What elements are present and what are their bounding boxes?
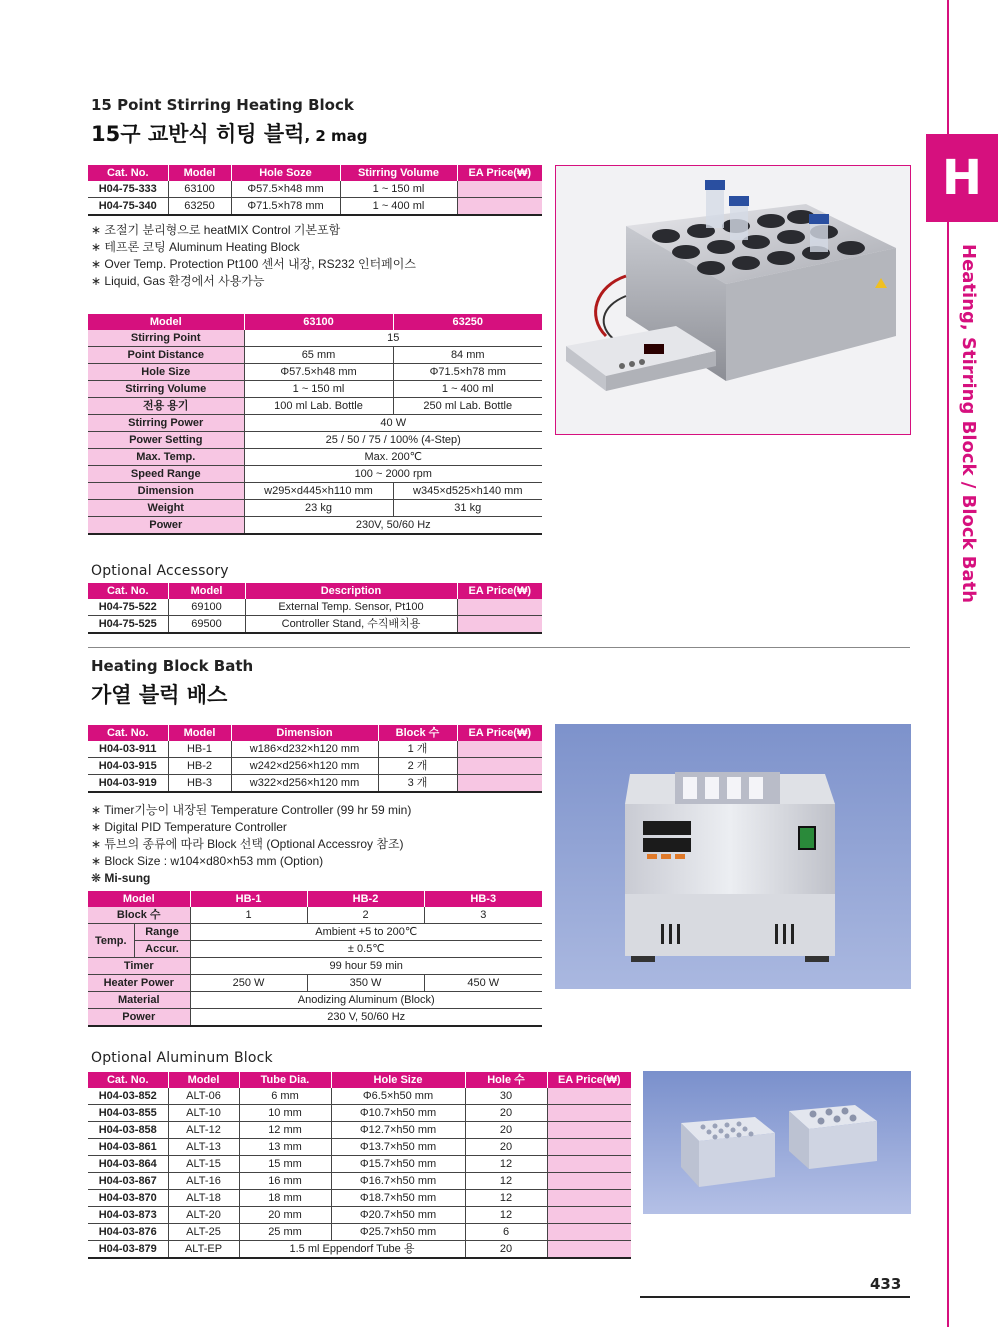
col-model: Model	[168, 583, 245, 599]
hole-count-cell: 6	[465, 1224, 547, 1241]
cat-no-cell: H04-03-858	[88, 1122, 168, 1139]
col-cat-no: Cat. No.	[88, 583, 168, 599]
note-item: ∗ Timer기능이 내장된 Temperature Controller (99 hr 59 min)	[91, 803, 412, 817]
model-cell: 63100	[168, 181, 231, 198]
table-row	[88, 958, 542, 975]
note-item: ∗ 튜브의 종류에 따라 Block 선택 (Optional Accessroy 참조)	[91, 837, 404, 851]
block-count-cell: 2 개	[378, 758, 457, 775]
spec-sublabel: Range	[134, 924, 190, 941]
table-row	[88, 500, 542, 517]
col-model: Model	[88, 891, 190, 907]
dimension-cell: w242×d256×h120 mm	[231, 758, 378, 775]
spec-value: 100 ~ 2000 rpm	[244, 466, 542, 483]
note-item: ∗ Liquid, Gas 환경에서 사용가능	[91, 274, 265, 288]
table-row	[88, 1207, 631, 1224]
hole-count-cell: 20	[465, 1139, 547, 1156]
table-header-row	[88, 1072, 631, 1088]
table-row	[88, 907, 542, 924]
spec-value: w295×d445×h110 mm	[244, 483, 393, 500]
price-cell	[457, 181, 542, 198]
block-bath-image	[555, 724, 911, 989]
col-cat-no: Cat. No.	[88, 1072, 168, 1088]
hole-count-cell: 12	[465, 1207, 547, 1224]
spec-value: 1 ~ 400 ml	[393, 381, 542, 398]
spec-value: 3	[424, 907, 542, 924]
cat-no-cell: H04-03-873	[88, 1207, 168, 1224]
table-row	[88, 415, 542, 432]
cat-no-cell: H04-75-340	[88, 198, 168, 216]
page-number: 433	[870, 1275, 902, 1293]
table-header-row	[88, 891, 542, 907]
col-stirring-volume: Stirring Volume	[340, 165, 457, 181]
table-row	[88, 347, 542, 364]
table-row	[88, 432, 542, 449]
col-ea-price: EA Price(₩)	[457, 165, 542, 181]
aluminum-block-table	[88, 1072, 631, 1259]
dimension-cell: w186×d232×h120 mm	[231, 741, 378, 758]
col-hb2: HB-2	[307, 891, 424, 907]
cat-no-cell: H04-03-852	[88, 1088, 168, 1105]
table-row	[88, 449, 542, 466]
cat-no-cell: H04-03-861	[88, 1139, 168, 1156]
spec-value: 2	[307, 907, 424, 924]
model-cell: ALT-EP	[168, 1241, 239, 1259]
spec-value: Max. 200℃	[244, 449, 542, 466]
spec-sublabel: Accur.	[134, 941, 190, 958]
footer-rule	[640, 1296, 910, 1298]
cat-no-cell: H04-03-864	[88, 1156, 168, 1173]
price-cell	[457, 599, 542, 616]
model-cell: ALT-25	[168, 1224, 239, 1241]
spec-value: 84 mm	[393, 347, 542, 364]
col-block-count: Block 수	[378, 725, 457, 741]
table-header-row	[88, 314, 542, 330]
spec-label: Speed Range	[88, 466, 244, 483]
table-row	[88, 1105, 631, 1122]
aluminum-block-title: Optional Aluminum Block	[91, 1050, 273, 1066]
table-row	[88, 758, 542, 775]
table-row	[88, 1122, 631, 1139]
cat-no-cell: H04-03-879	[88, 1241, 168, 1259]
cat-no-cell: H04-03-919	[88, 775, 168, 793]
price-cell	[457, 198, 542, 216]
spec-value: 40 W	[244, 415, 542, 432]
model-cell: ALT-10	[168, 1105, 239, 1122]
spec-value: Anodizing Aluminum (Block)	[190, 992, 542, 1009]
table-row	[88, 1009, 542, 1027]
spec-value: 450 W	[424, 975, 542, 992]
price-cell	[457, 775, 542, 793]
section2-title-en: Heating Block Bath	[91, 657, 254, 675]
price-cell	[547, 1122, 631, 1139]
price-cell	[547, 1088, 631, 1105]
col-model: Model	[88, 314, 244, 330]
hole-size-cell: Φ12.7×h50 mm	[331, 1122, 465, 1139]
table-row	[88, 1241, 631, 1259]
price-cell	[547, 1190, 631, 1207]
price-cell	[547, 1224, 631, 1241]
tube-dia-cell: 16 mm	[239, 1173, 331, 1190]
model-cell: 63250	[168, 198, 231, 216]
note-item: ∗ 조절기 분리형으로 heatMIX Control 기본포함	[91, 223, 341, 237]
block-bath-price-table	[88, 725, 542, 793]
cat-no-cell: H04-75-525	[88, 616, 168, 634]
block-bath-illustration	[555, 724, 911, 989]
spec-label: 전용 용기	[88, 398, 244, 415]
spec-label: Weight	[88, 500, 244, 517]
table-row	[88, 975, 542, 992]
spec-value: 230 V, 50/60 Hz	[190, 1009, 542, 1027]
col-ea-price: EA Price(₩)	[457, 725, 542, 741]
volume-cell: 1 ~ 150 ml	[340, 181, 457, 198]
hole-count-cell: 12	[465, 1156, 547, 1173]
tube-dia-cell: 15 mm	[239, 1156, 331, 1173]
table-row	[88, 992, 542, 1009]
col-model: Model	[168, 1072, 239, 1088]
block-count-cell: 1 개	[378, 741, 457, 758]
tube-dia-cell: 12 mm	[239, 1122, 331, 1139]
col-cat-no: Cat. No.	[88, 725, 168, 741]
tube-dia-cell: 25 mm	[239, 1224, 331, 1241]
cat-no-cell: H04-03-911	[88, 741, 168, 758]
aluminum-block-illustration	[643, 1071, 911, 1214]
spec-value: Φ57.5×h48 mm	[244, 364, 393, 381]
model-cell: ALT-12	[168, 1122, 239, 1139]
spec-value: w345×d525×h140 mm	[393, 483, 542, 500]
price-cell	[457, 741, 542, 758]
accessory-title: Optional Accessory	[91, 563, 229, 579]
hole-count-cell: 20	[465, 1105, 547, 1122]
spec-value: 100 ml Lab. Bottle	[244, 398, 393, 415]
spec-value: 230V, 50/60 Hz	[244, 517, 542, 535]
note-item: ∗ Over Temp. Protection Pt100 센서 내장, RS232 인터페이스	[91, 257, 416, 271]
spec-label: Stirring Point	[88, 330, 244, 347]
section2-notes	[91, 802, 411, 887]
table-row	[88, 1224, 631, 1241]
stirring-block-spec-table	[88, 314, 542, 535]
table-row	[88, 1156, 631, 1173]
cat-no-cell: H04-75-333	[88, 181, 168, 198]
table-row	[88, 741, 542, 758]
block-count-cell: 3 개	[378, 775, 457, 793]
spec-value: 99 hour 59 min	[190, 958, 542, 975]
col-ea-price: EA Price(₩)	[547, 1072, 631, 1088]
cat-no-cell: H04-75-522	[88, 599, 168, 616]
col-cat-no: Cat. No.	[88, 165, 168, 181]
table-row	[88, 466, 542, 483]
hole-size-cell: Φ10.7×h50 mm	[331, 1105, 465, 1122]
model-cell: HB-3	[168, 775, 231, 793]
model-cell: HB-1	[168, 741, 231, 758]
stirring-block-illustration	[556, 166, 910, 434]
spec-value: 1 ~ 150 ml	[244, 381, 393, 398]
spec-value: 25 / 50 / 75 / 100% (4-Step)	[244, 432, 542, 449]
col-63100: 63100	[244, 314, 393, 330]
description-cell: Controller Stand, 수직배치용	[245, 616, 457, 634]
hole-count-cell: 20	[465, 1122, 547, 1139]
spec-value: ± 0.5℃	[190, 941, 542, 958]
price-cell	[547, 1156, 631, 1173]
section-tab-letter: H	[926, 134, 998, 222]
cat-no-cell: H04-03-867	[88, 1173, 168, 1190]
stirring-block-price-table	[88, 165, 542, 216]
spec-label: Point Distance	[88, 347, 244, 364]
section-divider	[88, 647, 910, 648]
tube-dia-cell: 10 mm	[239, 1105, 331, 1122]
section1-title-ko-text: 15구 교반식 히팅 블럭	[91, 122, 305, 146]
table-header-row	[88, 583, 542, 599]
note-item: ∗ Digital PID Temperature Controller	[91, 820, 287, 834]
table-row	[88, 181, 542, 198]
spec-label: Power	[88, 517, 244, 535]
description-cell: External Temp. Sensor, Pt100	[245, 599, 457, 616]
spec-value: 15	[244, 330, 542, 347]
table-header-row	[88, 725, 542, 741]
spec-label: Power	[88, 1009, 190, 1027]
section1-title-ko	[91, 118, 368, 148]
col-hole-count: Hole 수	[465, 1072, 547, 1088]
model-cell: ALT-15	[168, 1156, 239, 1173]
spec-value: 350 W	[307, 975, 424, 992]
table-row	[88, 330, 542, 347]
section1-title-suffix: , 2 mag	[304, 127, 368, 145]
price-cell	[457, 758, 542, 775]
stirring-block-image	[555, 165, 911, 435]
hole-size-cell: Φ57.5×h48 mm	[231, 181, 340, 198]
spec-label: Hole Size	[88, 364, 244, 381]
model-cell: ALT-18	[168, 1190, 239, 1207]
table-row	[88, 599, 542, 616]
section2-title-ko: 가열 블럭 배스	[91, 683, 228, 707]
table-row	[88, 483, 542, 500]
accessory-table	[88, 583, 542, 634]
hole-size-cell: Φ25.7×h50 mm	[331, 1224, 465, 1241]
spec-value: 65 mm	[244, 347, 393, 364]
table-row	[88, 941, 542, 958]
model-cell: ALT-20	[168, 1207, 239, 1224]
col-ea-price: EA Price(₩)	[457, 583, 542, 599]
block-bath-spec-table	[88, 891, 542, 1027]
model-cell: 69100	[168, 599, 245, 616]
model-cell: ALT-13	[168, 1139, 239, 1156]
tube-dia-cell: 18 mm	[239, 1190, 331, 1207]
volume-cell: 1 ~ 400 ml	[340, 198, 457, 216]
side-vertical-text: Heating, Stirring Block / Block Bath	[958, 244, 979, 604]
hole-size-cell: Φ13.7×h50 mm	[331, 1139, 465, 1156]
hole-count-cell: 30	[465, 1088, 547, 1105]
col-dimension: Dimension	[231, 725, 378, 741]
spec-label: Material	[88, 992, 190, 1009]
spec-value: 1	[190, 907, 307, 924]
spec-label: Stirring Power	[88, 415, 244, 432]
tube-dia-cell: 1.5 ml Eppendorf Tube 용	[239, 1241, 465, 1259]
spec-value: Φ71.5×h78 mm	[393, 364, 542, 381]
price-cell	[547, 1241, 631, 1259]
hole-count-cell: 12	[465, 1190, 547, 1207]
price-cell	[547, 1207, 631, 1224]
table-row	[88, 1088, 631, 1105]
cat-no-cell: H04-03-855	[88, 1105, 168, 1122]
note-item: ∗ 테프론 코팅 Aluminum Heating Block	[91, 240, 300, 254]
cat-no-cell: H04-03-915	[88, 758, 168, 775]
price-cell	[547, 1105, 631, 1122]
hole-count-cell: 12	[465, 1173, 547, 1190]
tube-dia-cell: 20 mm	[239, 1207, 331, 1224]
maker-label: ❋ Mi-sung	[91, 871, 151, 885]
col-hb3: HB-3	[424, 891, 542, 907]
spec-label: Stirring Volume	[88, 381, 244, 398]
col-model: Model	[168, 165, 231, 181]
hole-size-cell: Φ15.7×h50 mm	[331, 1156, 465, 1173]
col-model: Model	[168, 725, 231, 741]
table-row	[88, 616, 542, 634]
col-tube-dia: Tube Dia.	[239, 1072, 331, 1088]
tube-dia-cell: 6 mm	[239, 1088, 331, 1105]
col-63250: 63250	[393, 314, 542, 330]
table-row	[88, 398, 542, 415]
spec-label: Temp.	[88, 924, 134, 958]
price-cell	[457, 616, 542, 634]
note-item: ∗ Block Size : w104×d80×h53 mm (Option)	[91, 854, 324, 868]
aluminum-block-image	[643, 1071, 911, 1214]
table-row	[88, 1190, 631, 1207]
spec-label: Max. Temp.	[88, 449, 244, 466]
hole-size-cell: Φ20.7×h50 mm	[331, 1207, 465, 1224]
side-vertical-title	[953, 244, 979, 604]
price-cell	[547, 1139, 631, 1156]
section1-notes	[91, 222, 416, 290]
table-row	[88, 1139, 631, 1156]
dimension-cell: w322×d256×h120 mm	[231, 775, 378, 793]
hole-size-cell: Φ6.5×h50 mm	[331, 1088, 465, 1105]
spec-value: 23 kg	[244, 500, 393, 517]
col-hole-size: Hole Size	[331, 1072, 465, 1088]
model-cell: ALT-06	[168, 1088, 239, 1105]
table-header-row	[88, 165, 542, 181]
cat-no-cell: H04-03-876	[88, 1224, 168, 1241]
spec-label: Heater Power	[88, 975, 190, 992]
hole-size-cell: Φ71.5×h78 mm	[231, 198, 340, 216]
table-row	[88, 198, 542, 216]
col-description: Description	[245, 583, 457, 599]
model-cell: 69500	[168, 616, 245, 634]
spec-label: Dimension	[88, 483, 244, 500]
tube-dia-cell: 13 mm	[239, 1139, 331, 1156]
hole-count-cell: 20	[465, 1241, 547, 1259]
model-cell: ALT-16	[168, 1173, 239, 1190]
hole-size-cell: Φ16.7×h50 mm	[331, 1173, 465, 1190]
table-row	[88, 517, 542, 535]
spec-value: 31 kg	[393, 500, 542, 517]
table-row	[88, 924, 542, 941]
spec-value: 250 ml Lab. Bottle	[393, 398, 542, 415]
spec-label: Timer	[88, 958, 190, 975]
table-row	[88, 775, 542, 793]
price-cell	[547, 1173, 631, 1190]
cat-no-cell: H04-03-870	[88, 1190, 168, 1207]
spec-label: Power Setting	[88, 432, 244, 449]
table-row	[88, 1173, 631, 1190]
table-row	[88, 364, 542, 381]
table-row	[88, 381, 542, 398]
col-hole-size: Hole Soze	[231, 165, 340, 181]
spec-value: 250 W	[190, 975, 307, 992]
col-hb1: HB-1	[190, 891, 307, 907]
section1-title-en: 15 Point Stirring Heating Block	[91, 96, 354, 114]
model-cell: HB-2	[168, 758, 231, 775]
hole-size-cell: Φ18.7×h50 mm	[331, 1190, 465, 1207]
spec-label: Block 수	[88, 907, 190, 924]
spec-value: Ambient +5 to 200℃	[190, 924, 542, 941]
